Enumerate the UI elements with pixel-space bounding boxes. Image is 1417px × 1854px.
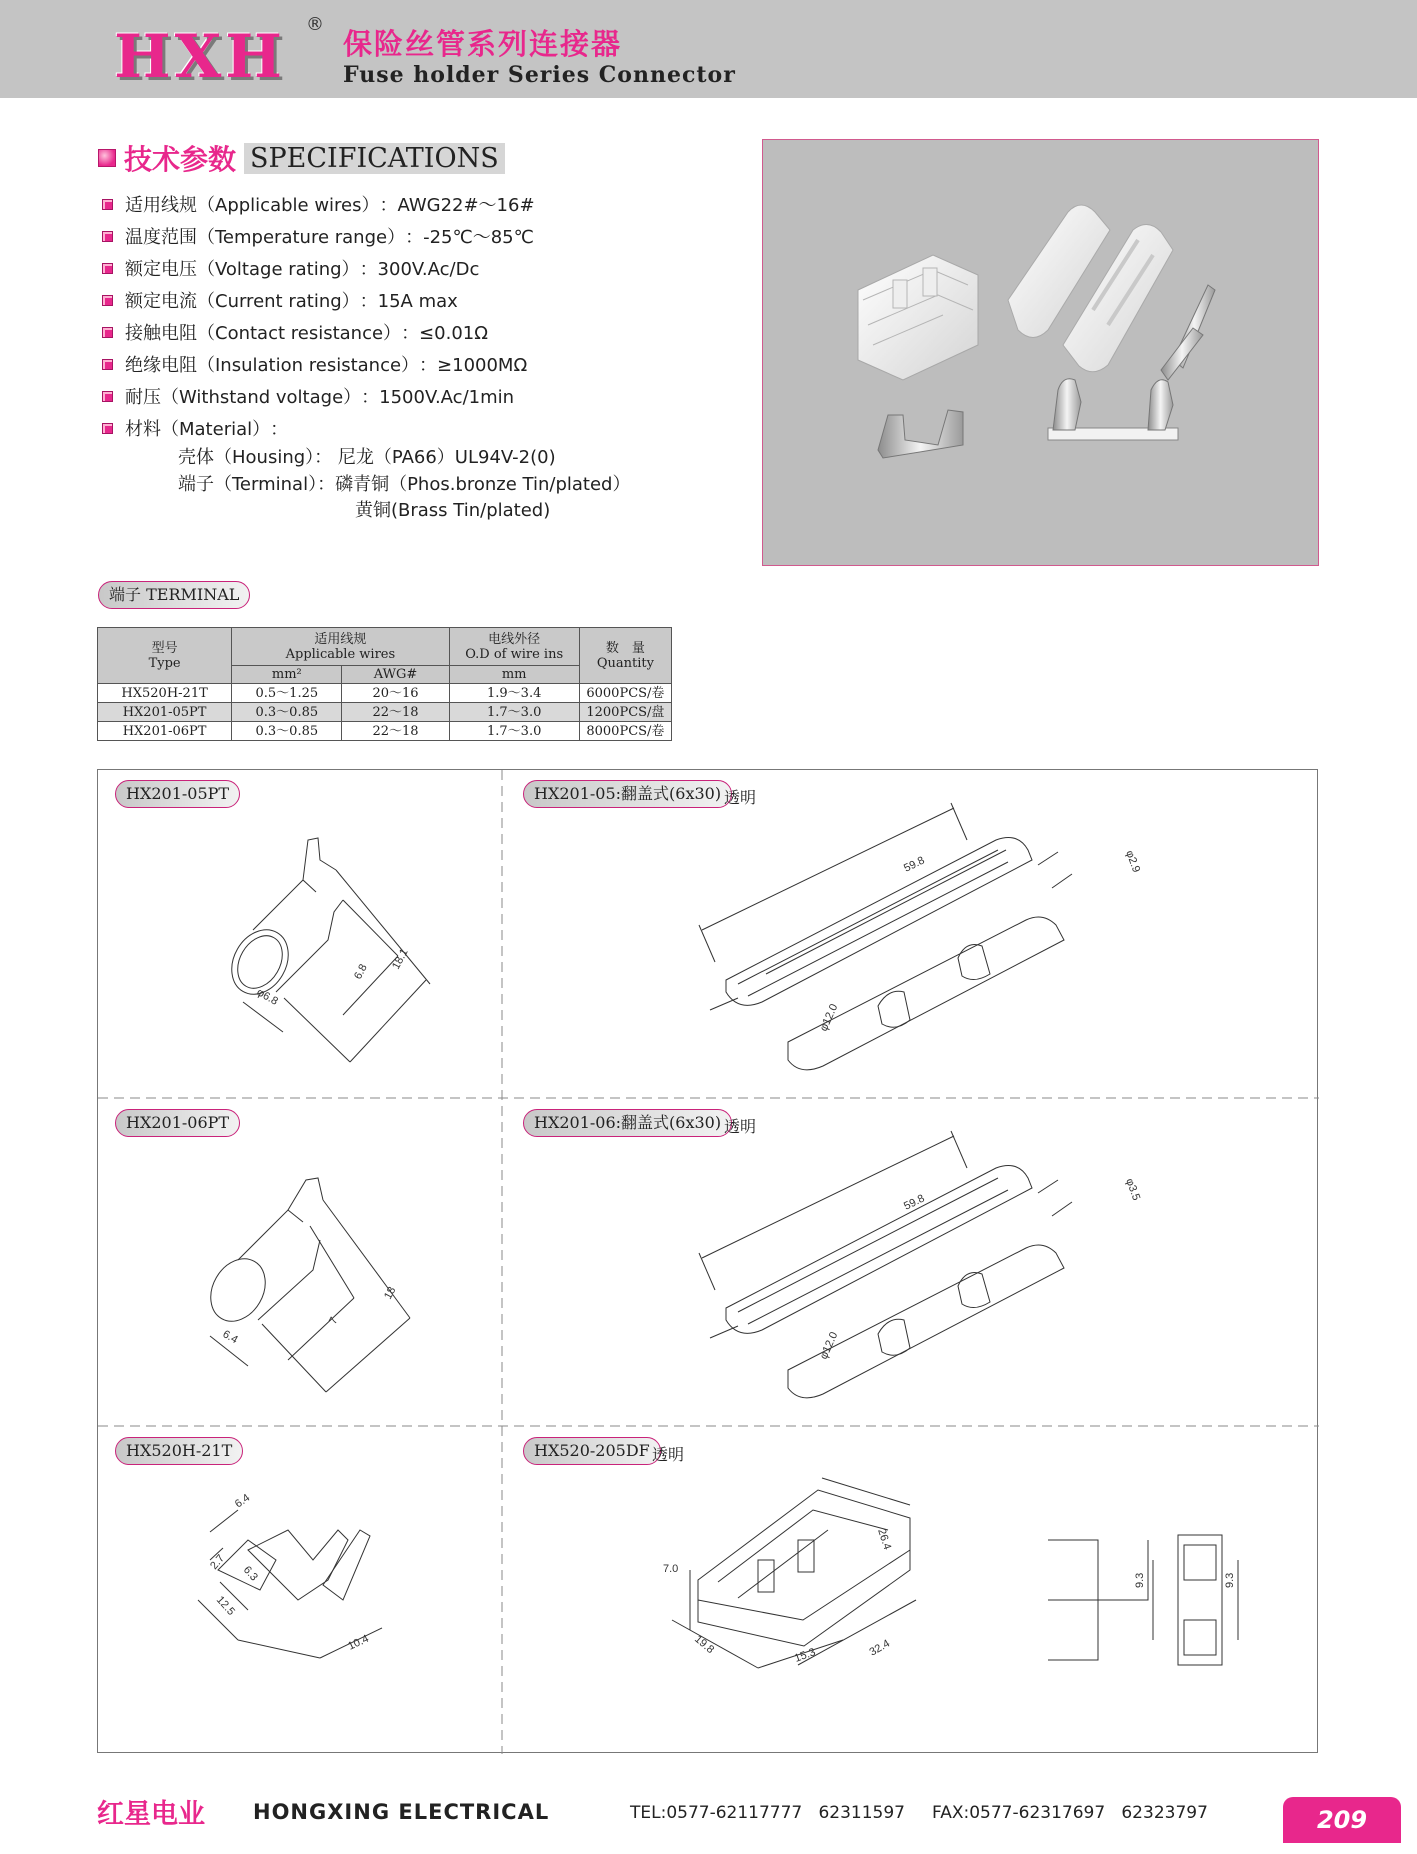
cell-type: HX201-05PT [98, 703, 232, 722]
header-quantity: 数 量 Quantity [579, 628, 671, 684]
spec-row [102, 220, 702, 252]
spec-value: ： [270, 419, 289, 440]
header-mm: mm [449, 666, 579, 684]
drawing-label: HX520-205DF [523, 1437, 661, 1465]
header-type: 型号 Type [98, 628, 232, 684]
dim-label: 15.3 [792, 1646, 818, 1665]
hxh-logo: HXH [114, 22, 286, 92]
bullet-icon [102, 391, 113, 402]
drawing-note: 透明 [724, 1117, 757, 1136]
terminal-table [97, 627, 672, 741]
dim-label: 6.3 [240, 1563, 260, 1584]
spec-row [102, 284, 702, 316]
drawing-label: HX201-05:翻盖式(6x30) [523, 780, 732, 808]
spec-row [102, 188, 702, 220]
spec-label: 额定电流（Current rating） [125, 291, 360, 312]
drawings-panel [97, 769, 1318, 1753]
drawing-label: HX520H-21T [115, 1437, 243, 1465]
dim-label: 32.4 [867, 1637, 893, 1659]
dim-label: 59.8 [902, 854, 927, 875]
dim-label: 7 [327, 1315, 341, 1327]
spec-label: 材料（Material） [125, 419, 271, 440]
table-row [98, 703, 672, 722]
bullet-icon [102, 423, 113, 434]
bullet-icon [102, 199, 113, 210]
cell-od: 1.7～3.0 [449, 722, 579, 741]
material-housing: 壳体（Housing）： 尼龙（PA66）UL94V-2(0) [178, 447, 556, 468]
cell-qty: 6000PCS/卷 [579, 684, 671, 703]
spec-label: 耐压（Withstand voltage） [125, 387, 362, 408]
dim-label: 18.1 [390, 946, 411, 972]
specifications-heading-en: SPECIFICATIONS [244, 143, 505, 174]
header-mm2: mm² [232, 666, 342, 684]
spec-value: ：AWG22#～16# [379, 195, 535, 216]
cell-awg: 22～18 [342, 722, 449, 741]
table-row [98, 722, 672, 741]
spec-value: ：≤0.01Ω [401, 323, 488, 344]
spec-label: 温度范围（Temperature range） [125, 227, 406, 248]
spec-row [102, 412, 702, 444]
drawing-label: HX201-06:翻盖式(6x30) [523, 1109, 732, 1137]
cell-awg: 20～16 [342, 684, 449, 703]
dim-label: φ3.5 [1123, 1176, 1143, 1203]
cell-od: 1.9～3.4 [449, 684, 579, 703]
dim-label: 6.8 [352, 962, 370, 982]
cell-mm2: 0.3～0.85 [232, 703, 342, 722]
dim-label: 19.8 [692, 1633, 717, 1657]
header-title-cn: 保险丝管系列连接器 [343, 27, 623, 61]
footer-brand-cn: 红星电业 [97, 1799, 205, 1830]
housing-block-photo [858, 255, 978, 380]
bullet-icon [102, 359, 113, 370]
spec-value: ：15A max [359, 291, 458, 312]
specifications-list [102, 188, 702, 444]
dim-label: φ2.9 [1123, 848, 1143, 875]
dim-label: 6.4 [220, 1328, 240, 1347]
drawing-label: HX201-05PT [115, 780, 240, 808]
dim-label: 6.4 [232, 1491, 253, 1511]
drawing-note: 透明 [652, 1445, 685, 1464]
spec-value: ：1500V.Ac/1min [361, 387, 515, 408]
table-header-row [98, 628, 672, 666]
cell-od: 1.7～3.0 [449, 703, 579, 722]
cell-mm2: 0.3～0.85 [232, 722, 342, 741]
heading-bullet-icon [98, 149, 116, 167]
cell-qty: 1200PCS/盘 [579, 703, 671, 722]
dim-label: φ12.0 [817, 1330, 841, 1362]
drawing-note: 透明 [724, 788, 757, 807]
bullet-icon [102, 295, 113, 306]
terminal-badge: 端子 TERMINAL [98, 581, 250, 609]
drawing-label: HX201-06PT [115, 1109, 240, 1137]
bullet-icon [102, 231, 113, 242]
table-row [98, 684, 672, 703]
fuse-holder-photo [1008, 205, 1173, 372]
specifications-heading [98, 140, 505, 176]
spec-label: 绝缘电阻（Insulation resistance） [125, 355, 420, 376]
header-awg: AWG# [342, 666, 449, 684]
dim-label: 59.8 [902, 1192, 927, 1213]
spec-value: ：300V.Ac/Dc [359, 259, 480, 280]
specifications-heading-cn: 技术参数 [124, 143, 237, 176]
terminal-strip-photo [1161, 285, 1215, 380]
spec-row [102, 316, 702, 348]
dim-label: 12.5 [213, 1593, 238, 1618]
cell-type: HX201-06PT [98, 722, 232, 741]
cell-type: HX520H-21T [98, 684, 232, 703]
dim-label: φ12.0 [817, 1002, 841, 1034]
registered-mark: ® [306, 14, 324, 35]
spec-label: 接触电阻（Contact resistance） [125, 323, 402, 344]
footer-contact: TEL:0577-62117777 62311597 FAX:0577-62317697 62323797 [630, 1803, 1208, 1823]
cell-qty: 8000PCS/卷 [579, 722, 671, 741]
terminal-reel-photo [1048, 379, 1178, 440]
crimp-terminal-pair-photo [878, 410, 963, 458]
dim-label: 7.0 [663, 1563, 679, 1575]
spec-label: 适用线规（Applicable wires） [125, 195, 380, 216]
spec-row [102, 348, 702, 380]
dim-label: 9.3 [1134, 1572, 1146, 1588]
bullet-icon [102, 263, 113, 274]
dim-label: 10.4 [346, 1632, 371, 1653]
footer-brand-en: HONGXING ELECTRICAL [253, 1800, 550, 1824]
dim-label: 9.3 [1224, 1572, 1236, 1588]
spec-value: ：-25℃～85℃ [405, 227, 534, 248]
dim-label: 18 [382, 1284, 399, 1302]
header-od: 电线外径 O.D of wire ins [449, 628, 579, 666]
dim-label: φ6.8 [254, 986, 280, 1008]
spec-row [102, 252, 702, 284]
cell-mm2: 0.5～1.25 [232, 684, 342, 703]
spec-value: ：≥1000MΩ [419, 355, 528, 376]
header-title-en: Fuse holder Series Connector [343, 62, 736, 88]
material-terminal: 端子（Terminal）：磷青铜（Phos.bronze Tin/plated） [178, 474, 631, 495]
product-photo [762, 139, 1319, 566]
cell-awg: 22～18 [342, 703, 449, 722]
spec-row [102, 380, 702, 412]
dim-label: 26.4 [875, 1527, 894, 1552]
header-applicable-wires: 适用线规 Applicable wires [232, 628, 449, 666]
material-terminal-alt: 黄铜(Brass Tin/plated) [355, 500, 551, 521]
page-header [0, 0, 1417, 98]
page-number: 209 [1283, 1797, 1401, 1843]
spec-label: 额定电压（Voltage rating） [125, 259, 360, 280]
dim-label: 2.7 [208, 1552, 228, 1572]
bullet-icon [102, 327, 113, 338]
